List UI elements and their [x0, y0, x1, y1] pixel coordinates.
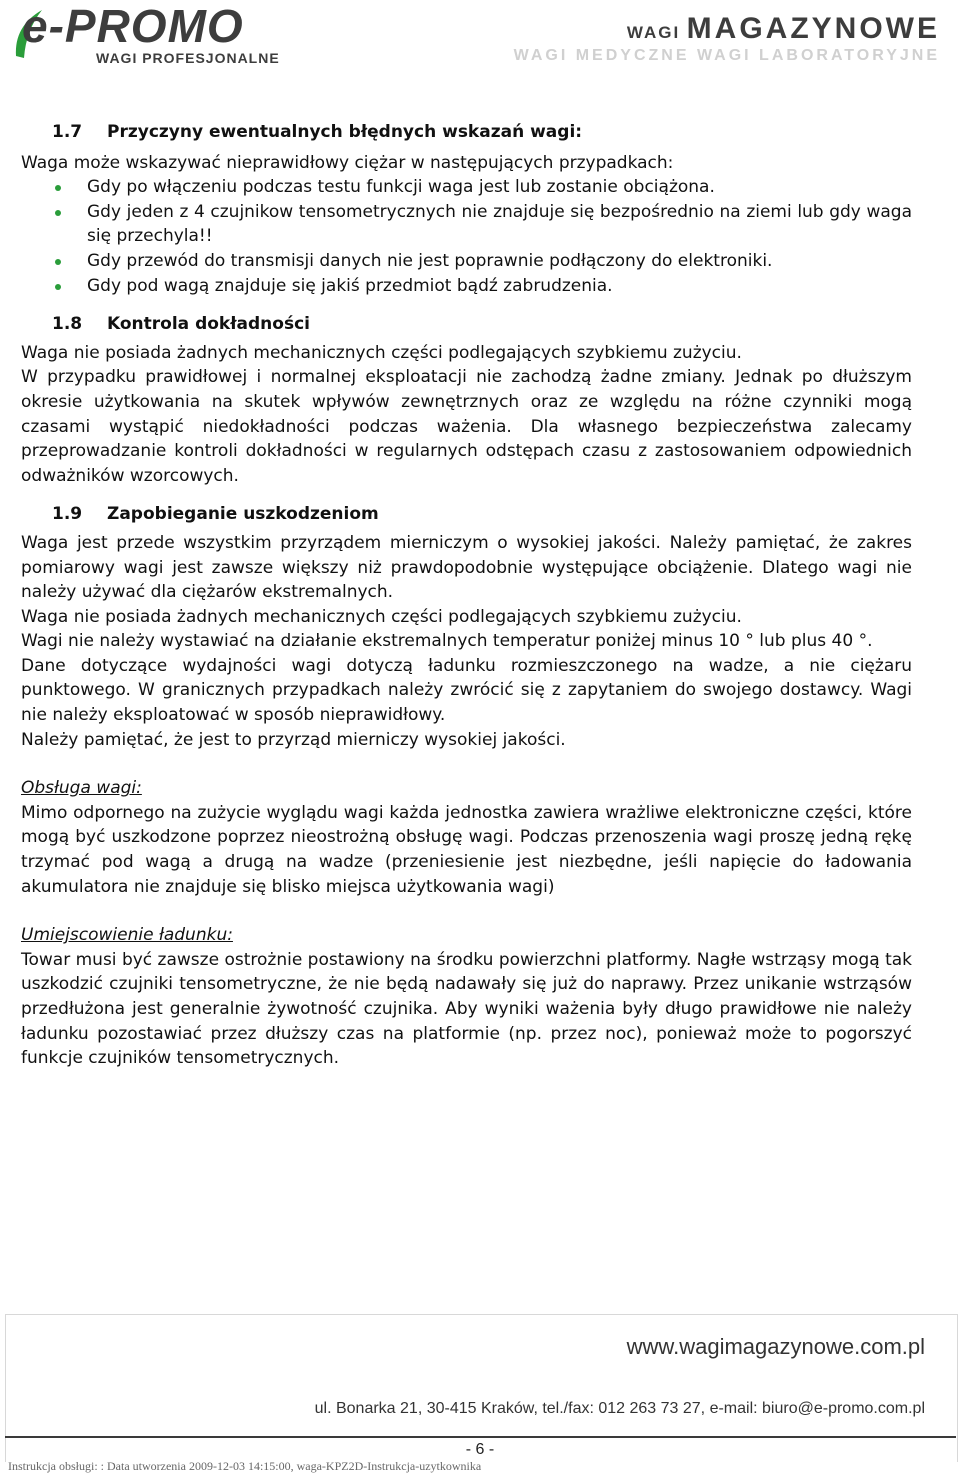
- bullet-icon: [55, 259, 61, 265]
- paragraph: Mimo odpornego na zużycie wyglądu wagi każda jednostka zawiera wrażliwe elektroniczne części, które mogą być uszkodzone poprzez nieostrożną obsługę wagi. Podczas przenoszenia wagi proszę jedną rękę trzymać pod wagą a drugą na wadze (przeniesienie jest niezbędne, jeśli napięcie do ładowania akumulatora nie znajduje się blisko miejsca użytkowania wagi): [21, 802, 912, 897]
- section-heading-1-9: [21, 502, 912, 527]
- paragraph: Waga jest przede wszystkim przyrządem mierniczym o wysokiej jakości. Należy pamiętać, że zakres pomiarowy wagi jest zawsze większy niż prawdopodobnie występujące obciążenie. Dlatego wagi nie należy używać dla ciężarów ekstremalnych.: [21, 532, 912, 603]
- section-number: 1.7: [52, 122, 83, 142]
- page-number: - 6 -: [465, 1441, 495, 1458]
- footer-contact: ul. Bonarka 21, 30-415 Kraków, tel./fax: 012 263 73 27, e-mail: biuro@e-promo.com.pl: [314, 1400, 925, 1417]
- section-number: 1.9: [52, 504, 83, 525]
- company-logo: e-PROMO: [22, 0, 244, 52]
- logo-tagline: WAGI PROFESJONALNE: [96, 50, 280, 66]
- footer-url[interactable]: www.wagimagazynowe.com.pl: [626, 1334, 925, 1359]
- header-title-small: WAGI: [626, 23, 681, 42]
- section-title: Kontrola dokładności: [107, 314, 310, 335]
- footer-divider: [5, 1436, 956, 1438]
- subheading-umiejscowienie: Umiejscowienie ładunku:: [21, 925, 233, 946]
- section-number: 1.8: [52, 314, 83, 335]
- section-intro: Waga może wskazywać nieprawidłowy ciężar w następujących przypadkach:: [21, 152, 674, 173]
- header-title-big: MAGAZYNOWE: [686, 12, 940, 45]
- header-title: [627, 12, 940, 46]
- section-heading-1-8: [21, 312, 912, 337]
- paragraph: Należy pamiętać, że jest to przyrząd mierniczy wysokiej jakości.: [21, 729, 566, 750]
- paragraph: Dane dotyczące wydajności wagi dotyczą ładunku rozmieszczonego na wadze, a nie ciężaru punktowego. W granicznych przypadkach należy zwrócić się z zapytaniem do swojego dostawcy. Wagi nie należy eksploatować w sposób nieprawidłowy.: [21, 655, 912, 726]
- footer-meta: Instrukcja obsługi: : Data utworzenia 2009-12-03 14:15:00, waga-KPZ2D-Instrukcja-uzytkownika: [8, 1459, 482, 1473]
- paragraph: Waga nie posiada żadnych mechanicznych części podlegających szybkiemu zużyciu.: [21, 342, 742, 363]
- section-heading-1-7: [21, 120, 912, 145]
- header-subtitle: WAGI MEDYCZNE WAGI LABORATORYJNE: [513, 47, 940, 64]
- section-title: Przyczyny ewentualnych błędnych wskazań wagi:: [107, 122, 583, 142]
- subheading-obsluga: Obsługa wagi:: [21, 778, 142, 799]
- section-title: Zapobieganie uszkodzeniom: [107, 504, 379, 525]
- bullet-icon: [55, 210, 61, 216]
- list-item-text: Gdy przewód do transmisji danych nie jest poprawnie podłączony do elektroniki.: [87, 250, 773, 271]
- document-body: [21, 120, 912, 1071]
- paragraph: Wagi nie należy wystawiać na działanie ekstremalnych temperatur poniżej minus 10 ° lub plus 40 °.: [21, 631, 873, 652]
- paragraph: Waga nie posiada żadnych mechanicznych części podlegających szybkiemu zużyciu.: [21, 606, 742, 627]
- list-item-text: Gdy pod wagą znajduje się jakiś przedmiot bądź zabrudzenia.: [87, 275, 613, 296]
- list-item-text: Gdy jeden z 4 czujnikow tensometrycznych nie znajduje się bezpośrednio na ziemi lub gdy waga się przechyla!!: [87, 201, 912, 247]
- bullet-list: [21, 175, 912, 298]
- list-item: [21, 249, 912, 274]
- bullet-icon: [55, 284, 61, 290]
- list-item: [21, 175, 912, 200]
- paragraph: Towar musi być zawsze ostrożnie postawiony na środku powierzchni platformy. Nagłe wstrząsy mogą tak uszkodzić czujniki tensometryczne, że nie będą nadawały się już do naprawy. Przez unikanie wstrząsów przedłużona jest generalnie żywotność czujnika. Aby wyniki ważenia były długo prawidłowe nie należy ładunku pozostawiać przez dłuższy czas na platformie (np. przez noc), ponieważ może to pogorszyć funkcje czujników tensometrycznych.: [21, 949, 912, 1069]
- list-item: [21, 200, 912, 249]
- list-item-text: Gdy po włączeniu podczas testu funkcji waga jest lub zostanie obciążona.: [87, 177, 715, 198]
- page-header: [0, 0, 960, 80]
- paragraph: W przypadku prawidłowej i normalnej eksploatacji nie zachodzą żadne zmiany. Jednak po dłuższym okresie użytkowania na skutek wpływów zewnętrznych oraz ze względu na różne czynniki mogą czasami wystąpić niedokładności podczas ważenia. Dla własnego bezpieczeństwa zalecamy przeprowadzanie kontroli dokładności w regularnych odstępach czasu z zastosowaniem odpowiednich odważników wzorcowych.: [21, 367, 912, 486]
- list-item: [21, 274, 912, 299]
- bullet-icon: [55, 185, 61, 191]
